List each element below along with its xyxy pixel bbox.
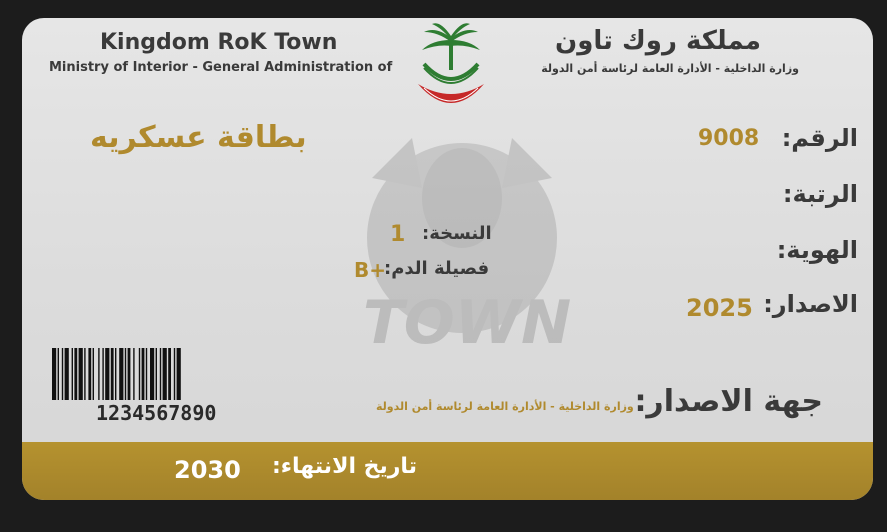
number-value: 9008 <box>698 126 760 151</box>
expiry-label: تاريخ الانتهاء: <box>272 454 417 479</box>
barcode-bar <box>88 348 91 400</box>
barcode-bar <box>105 348 109 400</box>
barcode-bar <box>111 348 114 400</box>
identity-label: الهوية: <box>776 236 858 264</box>
copy-label: النسخة: <box>422 223 492 244</box>
barcode-bar <box>125 348 126 400</box>
barcode <box>52 348 288 400</box>
expiry-year: 2030 <box>174 456 241 484</box>
en-title: Kingdom RoK Town <box>100 30 338 55</box>
barcode-bar <box>156 348 157 400</box>
barcode-bar <box>79 348 83 400</box>
barcode-bar <box>177 348 181 400</box>
number-label: الرقم: <box>781 124 858 152</box>
barcode-number: 1234567890 <box>96 401 217 425</box>
barcode-bar <box>128 348 131 400</box>
ar-title: مملكة روك تاون <box>555 26 761 56</box>
card-type-title: بطاقة عسكريه <box>90 120 307 155</box>
issue-label: الاصدار: <box>763 290 858 318</box>
barcode-bar <box>142 348 145 400</box>
issue-year: 2025 <box>686 294 753 322</box>
rank-label: الرتبة: <box>782 180 858 208</box>
barcode-bar <box>102 348 103 400</box>
barcode-bar <box>52 348 56 400</box>
watermark-text: TOWN <box>362 288 572 358</box>
en-subtitle: Ministry of Interior - General Administration of <box>49 60 393 75</box>
barcode-bar <box>168 348 171 400</box>
barcode-bar <box>163 348 167 400</box>
barcode-bar <box>93 348 94 400</box>
barcode-bar <box>119 348 123 400</box>
ar-subtitle: وزارة الداخلية - الأدارة العامة لرئاسة أمن الدولة <box>541 62 799 75</box>
barcode-bar <box>139 348 140 400</box>
barcode-bar <box>84 348 85 400</box>
emblem-icon <box>410 22 492 114</box>
blood-type-value: B+ <box>354 258 387 282</box>
barcode-bar <box>146 348 147 400</box>
barcode-bar <box>133 348 134 400</box>
id-card <box>22 18 873 500</box>
blood-type-label: فصيلة الدم: <box>384 258 490 279</box>
barcode-bar <box>72 348 73 400</box>
barcode-bar <box>115 348 116 400</box>
barcode-bar <box>98 348 99 400</box>
barcode-bar <box>160 348 161 400</box>
expiry-footer <box>22 442 873 500</box>
copy-value: 1 <box>390 222 406 247</box>
barcode-bar <box>74 348 77 400</box>
barcode-bar <box>65 348 69 400</box>
barcode-bar <box>58 348 59 400</box>
barcode-bar <box>150 348 154 400</box>
barcode-bar <box>174 348 175 400</box>
issuing-authority-value: وزارة الداخلية - الأدارة العامة لرئاسة أمن الدولة <box>376 400 634 413</box>
issuing-authority-label: جهة الاصدار: <box>634 384 823 419</box>
barcode-bar <box>62 348 63 400</box>
